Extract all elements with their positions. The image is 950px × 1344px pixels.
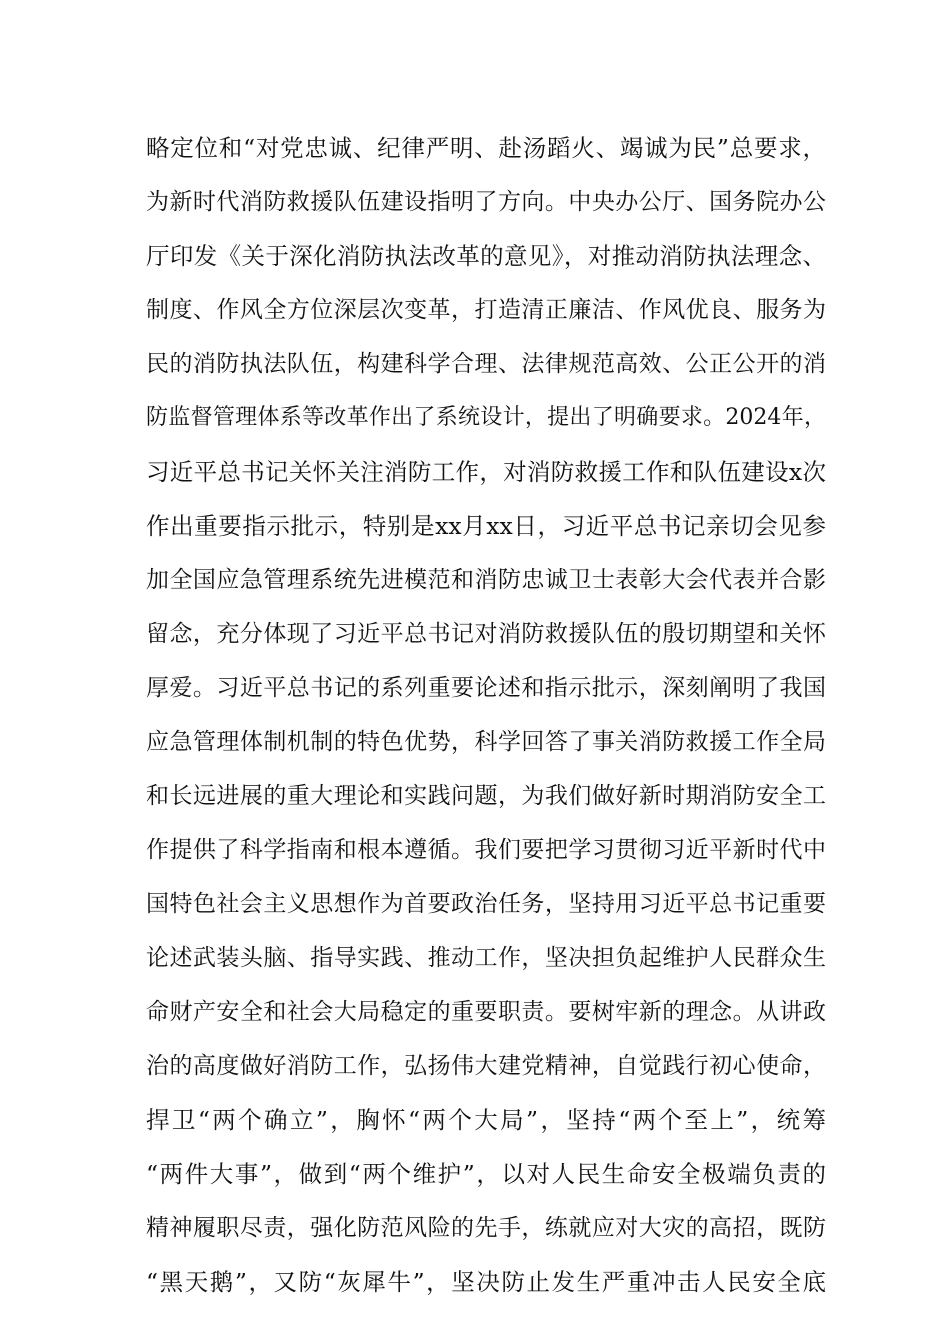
text-line-4: 制度、作风全方位深层次变革，打造清正廉洁、作风优良、服务为 bbox=[146, 297, 826, 323]
text-line-20: “两件大事”，做到“两个维护”，以对人民生命安全极端负责的 bbox=[146, 1160, 826, 1188]
text-line-21: 精神履职尽责，强化防范风险的先手，练就应对大灾的高招，既防 bbox=[146, 1215, 826, 1241]
text-line-3: 厅印发《关于深化消防执法改革的意见》，对推动消防执法理念、 bbox=[146, 242, 826, 270]
text-line-11: 厚爱。习近平总书记的系列重要论述和指示批示，深刻阐明了我国 bbox=[146, 675, 826, 701]
text-line-22: “黑天鹅”，又防“灰犀牛”，坚决防止发生严重冲击人民安全底 bbox=[146, 1268, 826, 1296]
text-line-14: 作提供了科学指南和根本遵循。我们要把学习贯彻习近平新时代中 bbox=[146, 837, 826, 863]
text-line-1: 略定位和“对党忠诚、纪律严明、赴汤蹈火、竭诚为民”总要求， bbox=[146, 134, 826, 162]
text-line-19: 捍卫“两个确立”，胸怀“两个大局”，坚持“两个至上”，统筹 bbox=[146, 1106, 826, 1134]
text-line-15: 国特色社会主义思想作为首要政治任务，坚持用习近平总书记重要 bbox=[146, 891, 826, 917]
text-line-13: 和长远进展的重大理论和实践问题，为我们做好新时期消防安全工 bbox=[146, 783, 826, 809]
text-line-8: 作出重要指示批示，特别是xx月xx日，习近平总书记亲切会见参 bbox=[146, 512, 826, 540]
text-line-6: 防监督管理体系等改革作出了系统设计，提出了明确要求。2024年， bbox=[146, 405, 826, 430]
text-line-12: 应急管理体制机制的特色优势，科学回答了事关消防救援工作全局 bbox=[146, 729, 826, 755]
text-line-10: 留念，充分体现了习近平总书记对消防救援队伍的殷切期望和关怀 bbox=[146, 621, 826, 647]
text-line-2: 为新时代消防救援队伍建设指明了方向。中央办公厅、国务院办公 bbox=[146, 189, 826, 215]
text-line-18: 治的高度做好消防工作，弘扬伟大建党精神，自觉践行初心使命， bbox=[146, 1053, 826, 1079]
text-line-9: 加全国应急管理系统先进模范和消防忠诚卫士表彰大会代表并合影 bbox=[146, 567, 826, 593]
text-line-7: 习近平总书记关怀关注消防工作，对消防救援工作和队伍建设x次 bbox=[146, 458, 826, 486]
text-line-16: 论述武装头脑、指导实践、推动工作，坚决担负起维护人民群众生 bbox=[146, 945, 826, 971]
text-line-17: 命财产安全和社会大局稳定的重要职责。要树牢新的理念。从讲政 bbox=[146, 999, 826, 1025]
text-line-5: 民的消防执法队伍，构建科学合理、法律规范高效、公正公开的消 bbox=[146, 351, 826, 377]
